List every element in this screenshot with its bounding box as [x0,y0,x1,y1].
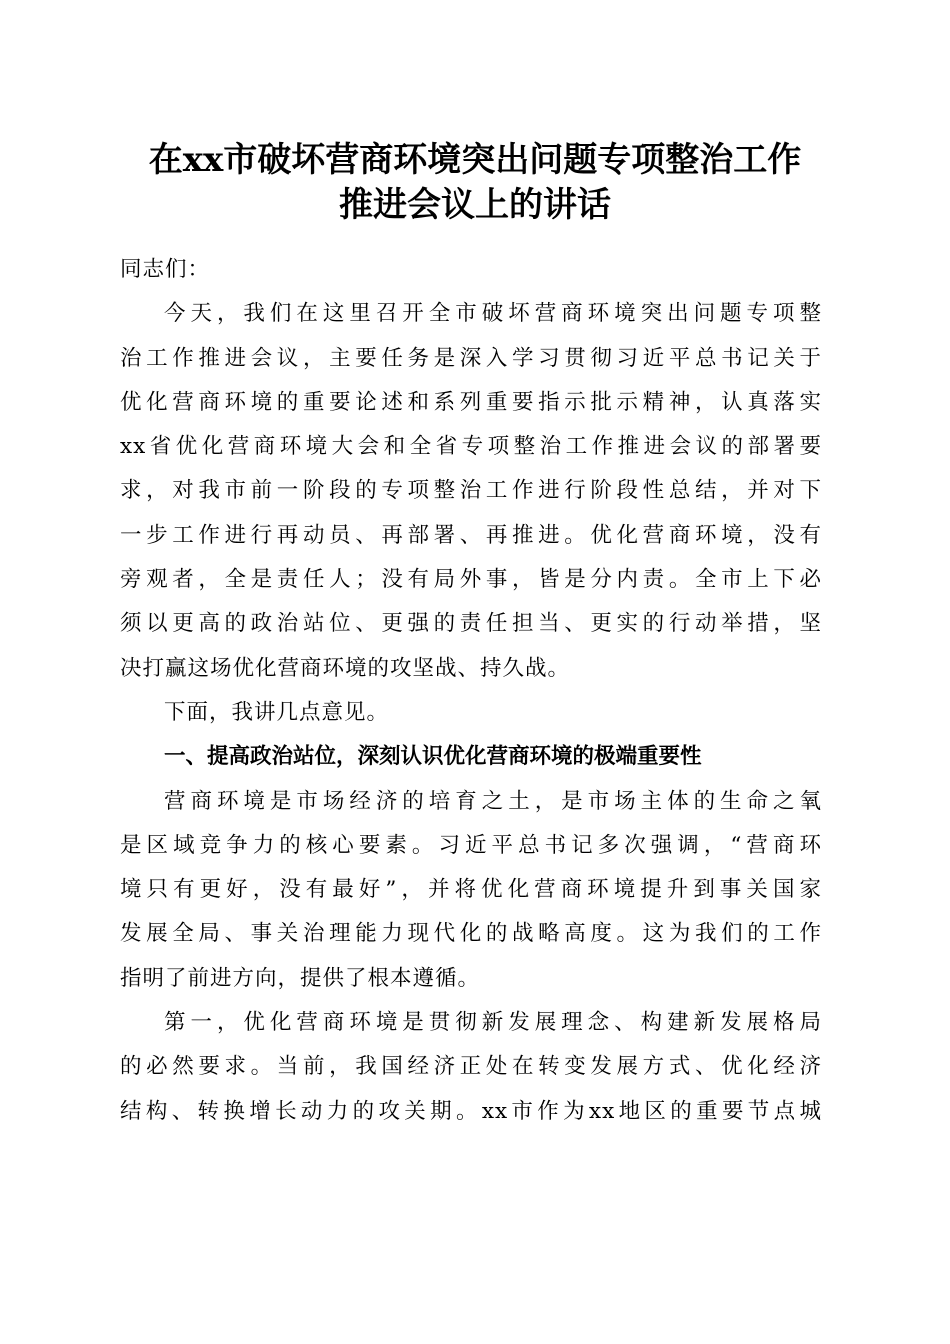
text-line: 治工作推进会议，主要任务是深入学习贯彻习近平总书记关于 [120,345,822,371]
text-line: 求，对我市前一阶段的专项整治工作进行阶段性总结，并对下 [120,478,822,504]
text-line: 营商环境是市场经济的培育之土，是市场主体的生命之氧 [164,788,822,814]
text-line: 一、提高政治站位，深刻认识优化营商环境的极端重要性 [164,744,702,770]
text-line: 旁观者，全是责任人；没有局外事，皆是分内责。全市上下必 [120,567,822,593]
document-body [120,248,822,1134]
document-title-line-2: 推进会议上的讲话 [339,185,611,225]
paragraph [120,1001,822,1134]
paragraph [120,691,822,735]
text-line: xx省优化营商环境大会和全省专项整治工作推进会议的部署要 [120,434,822,460]
text-line: 指明了前进方向，提供了根本遵循。 [120,965,481,991]
text-line: 一步工作进行再动员、再部署、再推进。优化营商环境，没有 [120,522,822,548]
text-line: 须以更高的政治站位、更强的责任担当、更实的行动举措，坚 [120,611,822,637]
text-line: 结构、转换增长动力的攻关期。xx市作为xx地区的重要节点城 [120,1098,822,1124]
paragraph [120,292,822,691]
section-heading [120,735,822,779]
document-title-line-1: 在xx市破坏营商环境突出问题专项整治工作 [148,140,802,180]
paragraph [120,780,822,1001]
text-line: 是区域竞争力的核心要素。习近平总书记多次强调，“营商环 [120,832,822,858]
text-line: 发展全局、事关治理能力现代化的战略高度。这为我们的工作 [120,921,822,947]
text-line: 今天，我们在这里召开全市破坏营商环境突出问题专项整 [164,301,822,327]
text-line: 决打赢这场优化营商环境的攻坚战、持久战。 [120,655,571,681]
text-line: 的必然要求。当前，我国经济正处在转变发展方式、优化经济 [120,1054,822,1080]
text-line: 境只有更好，没有最好”，并将优化营商环境提升到事关国家 [120,877,822,903]
text-line: 第一，优化营商环境是贯彻新发展理念、构建新发展格局 [164,1010,822,1036]
salutation [120,248,822,292]
text-line: 优化营商环境的重要论述和系列重要指示批示精神，认真落实 [120,389,822,415]
text-line: 下面，我讲几点意见。 [164,699,390,725]
text-line: 同志们： [120,257,211,282]
